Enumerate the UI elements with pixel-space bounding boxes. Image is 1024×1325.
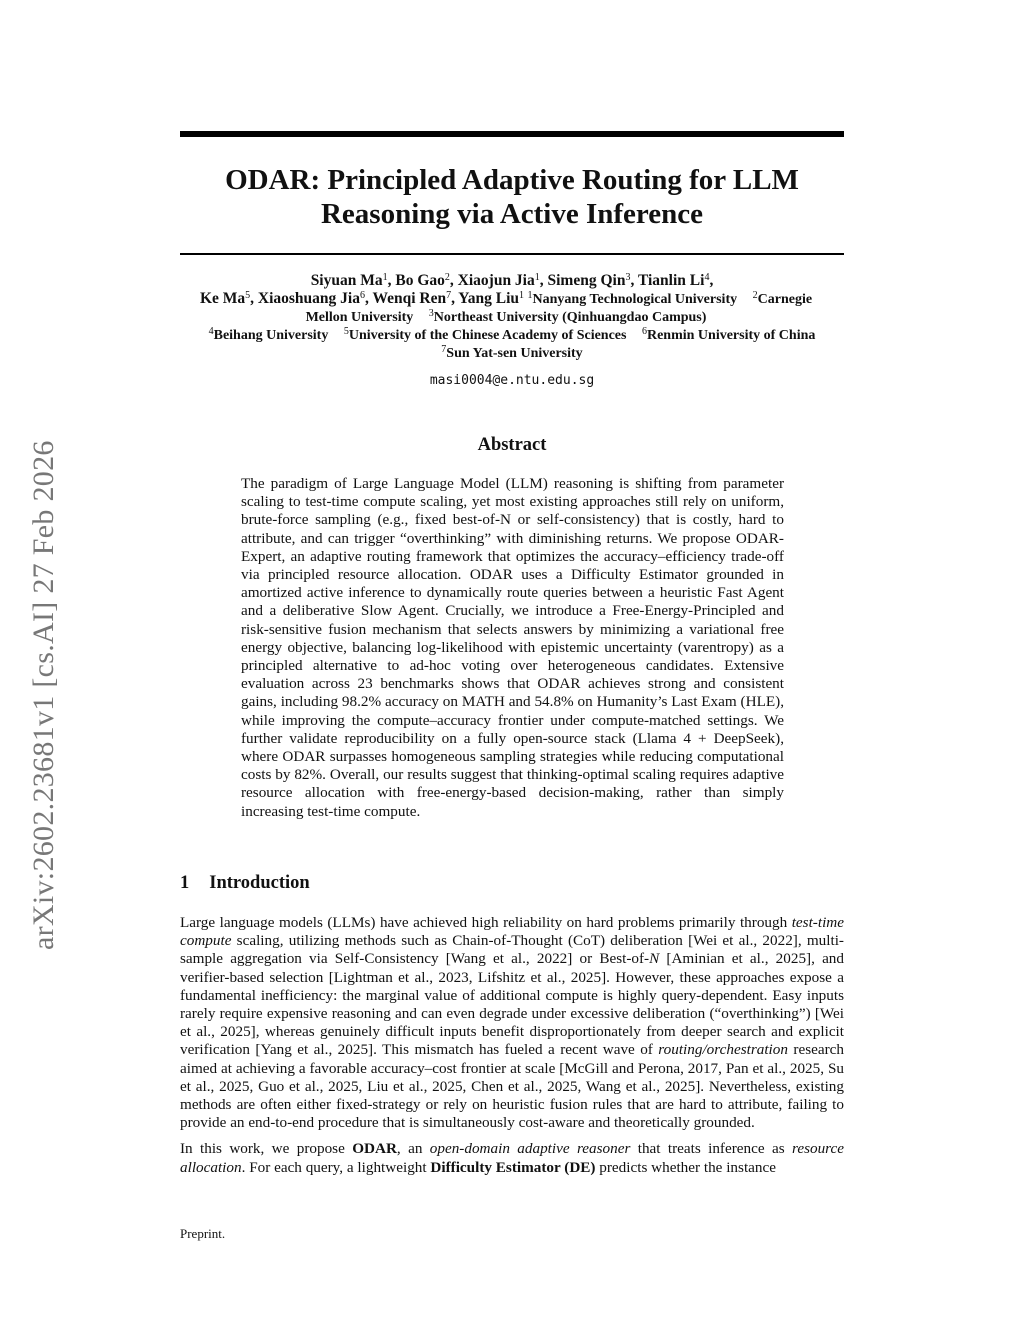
footer-note: Preprint. bbox=[180, 1226, 226, 1241]
affiliation-line-1 bbox=[170, 309, 854, 327]
math-variable: N bbox=[649, 950, 660, 968]
author-name: Xiaoshuang Jia bbox=[257, 290, 360, 307]
author-name: Yang Liu bbox=[458, 290, 520, 307]
title-line-1: ODAR: Principled Adaptive Routing for LLM bbox=[225, 164, 799, 196]
arxiv-identifier: arXiv:2602.23681v1 [cs.AI] 27 Feb 2026 bbox=[27, 440, 60, 950]
author-name: Bo Gao bbox=[395, 272, 445, 289]
paper-title bbox=[180, 163, 844, 231]
paragraph: In this work, we propose ODAR, an open-domain adaptive reasoner that treats inference as resource allocation. For each query, a lightweight Difficulty Estimator (DE) predicts whether the instance bbox=[180, 1140, 844, 1176]
abstract-heading: Abstract bbox=[477, 435, 547, 455]
affiliation-line-2 bbox=[170, 327, 854, 345]
contact-email[interactable]: masi0004@e.ntu.edu.sg bbox=[429, 373, 595, 388]
affiliation: $^7$Sun Yat-sen University bbox=[441, 344, 583, 361]
affiliation: $^4$Beihang University bbox=[208, 326, 329, 343]
author-mark: 2 bbox=[444, 272, 450, 283]
section-title: Introduction bbox=[209, 873, 310, 893]
author-line-1: Siyuan Ma$^1$, Bo Gao$^2$, Xiaojun Jia$^1$, Simeng Qin$^3$, Tianlin Li$^4$, bbox=[310, 272, 714, 289]
section-heading bbox=[180, 873, 310, 894]
title-line-2: Reasoning via Active Inference bbox=[320, 198, 704, 230]
author-name: Ke Ma bbox=[199, 290, 246, 307]
author-block bbox=[170, 272, 854, 363]
author-name: Siyuan Ma bbox=[310, 272, 383, 289]
author-mark: 1 bbox=[519, 290, 525, 301]
author-mark: 4 bbox=[704, 272, 710, 283]
author-mark: 1 bbox=[382, 272, 388, 283]
affiliation: $^2$Carnegie bbox=[752, 290, 813, 307]
title-top-rule bbox=[180, 131, 844, 137]
author-name: Tianlin Li bbox=[637, 272, 705, 289]
author-mark: 5 bbox=[245, 290, 251, 301]
introduction-body bbox=[180, 914, 844, 1185]
affiliation: Mellon University bbox=[305, 310, 414, 325]
author-mark: 7 bbox=[446, 290, 452, 301]
author-name: Xiaojun Jia bbox=[457, 272, 535, 289]
author-mark: 3 bbox=[625, 272, 631, 283]
affiliation: $^5$University of the Chinese Academy of Sciences bbox=[343, 326, 627, 343]
affiliation: $^3$Northeast University (Qinhuangdao Campus) bbox=[428, 308, 707, 325]
paragraph: Large language models (LLMs) have achieved high reliability on hard problems primarily through test-time compute scaling, utilizing methods such as Chain-of-Thought (CoT) deliberation [Wei et al., 2022], multi-sample aggregation via Self-Consistency [Wang et al., 2022] or Best-of-N [Aminian et al., 2025], and verifier-based selection [Lightman et al., 2023, Lifshitz et al., 2025]. However, these approaches expose a fundamental inefficiency: the marginal value of additional compute is highly query-dependent. Easy inputs rarely require expensive reasoning and can even degrade under excessive deliberation (“overthinking”) [Wei et al., 2025], whereas genuinely difficult inputs benefit disproportionately from deeper search and explicit verification [Yang et al., 2025]. This mismatch has fueled a recent wave of routing/orchestration research aimed at achieving a favorable accuracy–cost frontier at scale [McGill and Perona, 2017, Pan et al., 2025, Su et al., 2025, Guo et al., 2025, Liu et al., 2025, Chen et al., 2025, Wang et al., 2025]. Nevertheless, existing methods are often either fixed-strategy or rely on heuristic fusion rules that are hard to attribute, failing to provide an end-to-end procedure that is simultaneously cost-aware and theoretically grounded. bbox=[180, 914, 844, 1132]
title-bottom-rule bbox=[180, 253, 844, 255]
author-mark: 6 bbox=[359, 290, 365, 301]
author-name: Wenqi Ren bbox=[372, 290, 447, 307]
affiliation: $^1$Nanyang Technological University bbox=[527, 290, 738, 307]
affiliation-line-3 bbox=[170, 345, 854, 363]
author-name: Simeng Qin bbox=[547, 272, 626, 289]
section-number: 1 bbox=[180, 873, 190, 893]
author-mark: 1 bbox=[534, 272, 540, 283]
author-line-2: Ke Ma$^5$, Xiaoshuang Jia$^6$, Wenqi Ren$^7$, Yang Liu$^1$ $^1$Nanyang Technological University $^2$Carnegie bbox=[199, 290, 813, 307]
abstract-text: The paradigm of Large Language Model (LLM) reasoning is shifting from parameter scaling to test-time compute scaling, yet most existing approaches still rely on uniform, brute-force sampling (e.g., fixed best-of-N or self-consistency) that is costly, hard to attribute, and can trigger “overthinking” with diminishing returns. We propose ODAR-Expert, an adaptive routing framework that optimizes the accuracy–efficiency trade-off via principled resource allocation. ODAR uses a Difficulty Estimator grounded in amortized active inference to dynamically route queries between a heuristic Fast Agent and a deliberative Slow Agent. Crucially, we introduce a Free-Energy-Principled and risk-sensitive fusion mechanism that selects answers by minimizing a variational free energy objective, balancing log-likelihood with epistemic uncertainty (varentropy) as a principled alternative to ad-hoc voting over heterogeneous candidates. Extensive evaluation across 23 benchmarks shows that ODAR achieves strong and consistent gains, including 98.2% accuracy on MATH and 54.8% on Humanity’s Last Exam (HLE), while improving the compute–accuracy frontier under compute-matched settings. We further validate reproducibility on a fully open-source stack (Llama 4 + DeepSeek), where ODAR surpasses homogeneous sampling strategies while reducing computational costs by 82%. Overall, our results suggest that thinking-optimal scaling requires adaptive resource allocation with free-energy-based decision-making, rather than simply increasing test-time compute. bbox=[241, 475, 784, 820]
affiliation: $^6$Renmin University of China bbox=[641, 326, 816, 343]
